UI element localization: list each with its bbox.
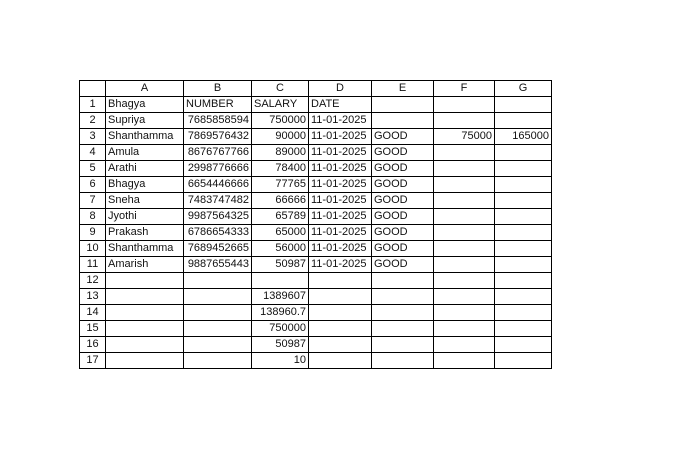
cell-b2[interactable]: 7685858594: [184, 113, 252, 129]
row-header[interactable]: 16: [80, 337, 106, 353]
cell-c3[interactable]: 90000: [252, 129, 309, 145]
row-header[interactable]: 11: [80, 257, 106, 273]
table-row: [80, 225, 552, 241]
cell-g16[interactable]: [495, 337, 552, 353]
cell-c2[interactable]: 750000: [252, 113, 309, 129]
cell-e13[interactable]: [372, 289, 434, 305]
cell-d17[interactable]: [309, 353, 372, 369]
cell-g17[interactable]: [495, 353, 552, 369]
cell-e14[interactable]: [372, 305, 434, 321]
column-header-f[interactable]: F: [434, 81, 495, 97]
cell-d7[interactable]: 11-01-2025: [309, 193, 372, 209]
cell-f10[interactable]: [434, 241, 495, 257]
column-header-d[interactable]: D: [309, 81, 372, 97]
cell-b4[interactable]: 8676767766: [184, 145, 252, 161]
cell-b17[interactable]: [184, 353, 252, 369]
cell-b10[interactable]: 7689452665: [184, 241, 252, 257]
column-header-e[interactable]: E: [372, 81, 434, 97]
cell-a2[interactable]: Supriya: [106, 113, 184, 129]
cell-g12[interactable]: [495, 273, 552, 289]
table-row: [80, 129, 552, 145]
cell-d2[interactable]: 11-01-2025: [309, 113, 372, 129]
cell-a4[interactable]: Amula: [106, 145, 184, 161]
cell-b12[interactable]: [184, 273, 252, 289]
cell-a7[interactable]: Sneha: [106, 193, 184, 209]
cell-e10[interactable]: GOOD: [372, 241, 434, 257]
cell-c13[interactable]: 1389607: [252, 289, 309, 305]
cell-a16[interactable]: [106, 337, 184, 353]
cell-g14[interactable]: [495, 305, 552, 321]
cell-f4[interactable]: [434, 145, 495, 161]
cell-g7[interactable]: [495, 193, 552, 209]
cell-e11[interactable]: GOOD: [372, 257, 434, 273]
cell-b11[interactable]: 9887655443: [184, 257, 252, 273]
cell-b7[interactable]: 7483747482: [184, 193, 252, 209]
table-row: [80, 337, 552, 353]
cell-d15[interactable]: [309, 321, 372, 337]
cell-d10[interactable]: 11-01-2025: [309, 241, 372, 257]
table-row: [80, 321, 552, 337]
row-header[interactable]: 3: [80, 129, 106, 145]
cell-g3[interactable]: 165000: [495, 129, 552, 145]
cell-g10[interactable]: [495, 241, 552, 257]
table-row: [80, 209, 552, 225]
cell-d12[interactable]: [309, 273, 372, 289]
cell-b13[interactable]: [184, 289, 252, 305]
cell-b5[interactable]: 2998776666: [184, 161, 252, 177]
table-row: [80, 289, 552, 305]
cell-d5[interactable]: 11-01-2025: [309, 161, 372, 177]
table-row: [80, 273, 552, 289]
cell-f17[interactable]: [434, 353, 495, 369]
table-row: [80, 257, 552, 273]
cell-c10[interactable]: 56000: [252, 241, 309, 257]
cell-c17[interactable]: 10: [252, 353, 309, 369]
cell-d9[interactable]: 11-01-2025: [309, 225, 372, 241]
row-header[interactable]: 7: [80, 193, 106, 209]
cell-f1[interactable]: [434, 97, 495, 113]
cell-b1[interactable]: NUMBER: [184, 97, 252, 113]
cell-e6[interactable]: GOOD: [372, 177, 434, 193]
cell-a3[interactable]: Shanthamma: [106, 129, 184, 145]
cell-e16[interactable]: [372, 337, 434, 353]
cell-a10[interactable]: Shanthamma: [106, 241, 184, 257]
cell-f12[interactable]: [434, 273, 495, 289]
cell-b9[interactable]: 6786654333: [184, 225, 252, 241]
table-row: [80, 241, 552, 257]
cell-c7[interactable]: 66666: [252, 193, 309, 209]
sheet-body: [80, 97, 552, 369]
table-row: [80, 193, 552, 209]
cell-d3[interactable]: 11-01-2025: [309, 129, 372, 145]
cell-g6[interactable]: [495, 177, 552, 193]
cell-d16[interactable]: [309, 337, 372, 353]
cell-b3[interactable]: 7869576432: [184, 129, 252, 145]
cell-a14[interactable]: [106, 305, 184, 321]
cell-f9[interactable]: [434, 225, 495, 241]
row-header[interactable]: 14: [80, 305, 106, 321]
cell-c14[interactable]: 138960.7: [252, 305, 309, 321]
column-header-c[interactable]: C: [252, 81, 309, 97]
cell-e1[interactable]: [372, 97, 434, 113]
cell-a1[interactable]: Bhagya: [106, 97, 184, 113]
table-row: [80, 177, 552, 193]
cell-f11[interactable]: [434, 257, 495, 273]
table-row: [80, 113, 552, 129]
column-header-g[interactable]: G: [495, 81, 552, 97]
cell-g8[interactable]: [495, 209, 552, 225]
cell-b8[interactable]: 9987564325: [184, 209, 252, 225]
row-header[interactable]: 5: [80, 161, 106, 177]
spreadsheet-grid: [79, 80, 552, 369]
row-header[interactable]: 10: [80, 241, 106, 257]
cell-f3[interactable]: 75000: [434, 129, 495, 145]
cell-c16[interactable]: 50987: [252, 337, 309, 353]
cell-c4[interactable]: 89000: [252, 145, 309, 161]
cell-a11[interactable]: Amarish: [106, 257, 184, 273]
cell-d4[interactable]: 11-01-2025: [309, 145, 372, 161]
cell-g5[interactable]: [495, 161, 552, 177]
table-row: [80, 353, 552, 369]
cell-g13[interactable]: [495, 289, 552, 305]
cell-e2[interactable]: [372, 113, 434, 129]
cell-c6[interactable]: 77765: [252, 177, 309, 193]
cell-f16[interactable]: [434, 337, 495, 353]
row-header[interactable]: 2: [80, 113, 106, 129]
select-all-corner[interactable]: [80, 81, 106, 97]
cell-e9[interactable]: GOOD: [372, 225, 434, 241]
cell-f15[interactable]: [434, 321, 495, 337]
row-header[interactable]: 1: [80, 97, 106, 113]
cell-f2[interactable]: [434, 113, 495, 129]
cell-d8[interactable]: 11-01-2025: [309, 209, 372, 225]
cell-d14[interactable]: [309, 305, 372, 321]
table-row: [80, 145, 552, 161]
cell-a8[interactable]: Jyothi: [106, 209, 184, 225]
cell-f13[interactable]: [434, 289, 495, 305]
column-header-a[interactable]: A: [106, 81, 184, 97]
cell-f5[interactable]: [434, 161, 495, 177]
cell-e12[interactable]: [372, 273, 434, 289]
column-header-row: [80, 81, 552, 97]
cell-g15[interactable]: [495, 321, 552, 337]
cell-g1[interactable]: [495, 97, 552, 113]
cell-e5[interactable]: GOOD: [372, 161, 434, 177]
cell-f14[interactable]: [434, 305, 495, 321]
cell-d6[interactable]: 11-01-2025: [309, 177, 372, 193]
cell-c9[interactable]: 65000: [252, 225, 309, 241]
cell-c15[interactable]: 750000: [252, 321, 309, 337]
cell-a15[interactable]: [106, 321, 184, 337]
row-header[interactable]: 6: [80, 177, 106, 193]
column-header-b[interactable]: B: [184, 81, 252, 97]
cell-f6[interactable]: [434, 177, 495, 193]
cell-c12[interactable]: [252, 273, 309, 289]
cell-e7[interactable]: GOOD: [372, 193, 434, 209]
cell-c8[interactable]: 65789: [252, 209, 309, 225]
cell-c11[interactable]: 50987: [252, 257, 309, 273]
cell-d13[interactable]: [309, 289, 372, 305]
cell-e15[interactable]: [372, 321, 434, 337]
cell-e4[interactable]: GOOD: [372, 145, 434, 161]
cell-b15[interactable]: [184, 321, 252, 337]
row-header[interactable]: 12: [80, 273, 106, 289]
cell-e3[interactable]: GOOD: [372, 129, 434, 145]
cell-g9[interactable]: [495, 225, 552, 241]
cell-b6[interactable]: 6654446666: [184, 177, 252, 193]
row-header[interactable]: 4: [80, 145, 106, 161]
cell-b14[interactable]: [184, 305, 252, 321]
cell-a17[interactable]: [106, 353, 184, 369]
cell-f8[interactable]: [434, 209, 495, 225]
cell-a12[interactable]: [106, 273, 184, 289]
row-header[interactable]: 9: [80, 225, 106, 241]
cell-g2[interactable]: [495, 113, 552, 129]
cell-c1[interactable]: SALARY: [252, 97, 309, 113]
table-row: [80, 97, 552, 113]
cell-b16[interactable]: [184, 337, 252, 353]
cell-c5[interactable]: 78400: [252, 161, 309, 177]
row-header[interactable]: 8: [80, 209, 106, 225]
cell-g4[interactable]: [495, 145, 552, 161]
cell-a5[interactable]: Arathi: [106, 161, 184, 177]
row-header[interactable]: 17: [80, 353, 106, 369]
cell-e8[interactable]: GOOD: [372, 209, 434, 225]
cell-a6[interactable]: Bhagya: [106, 177, 184, 193]
row-header[interactable]: 15: [80, 321, 106, 337]
cell-e17[interactable]: [372, 353, 434, 369]
cell-a9[interactable]: Prakash: [106, 225, 184, 241]
cell-a13[interactable]: [106, 289, 184, 305]
cell-f7[interactable]: [434, 193, 495, 209]
cell-d11[interactable]: 11-01-2025: [309, 257, 372, 273]
table-row: [80, 161, 552, 177]
cell-g11[interactable]: [495, 257, 552, 273]
table-row: [80, 305, 552, 321]
cell-d1[interactable]: DATE: [309, 97, 372, 113]
row-header[interactable]: 13: [80, 289, 106, 305]
